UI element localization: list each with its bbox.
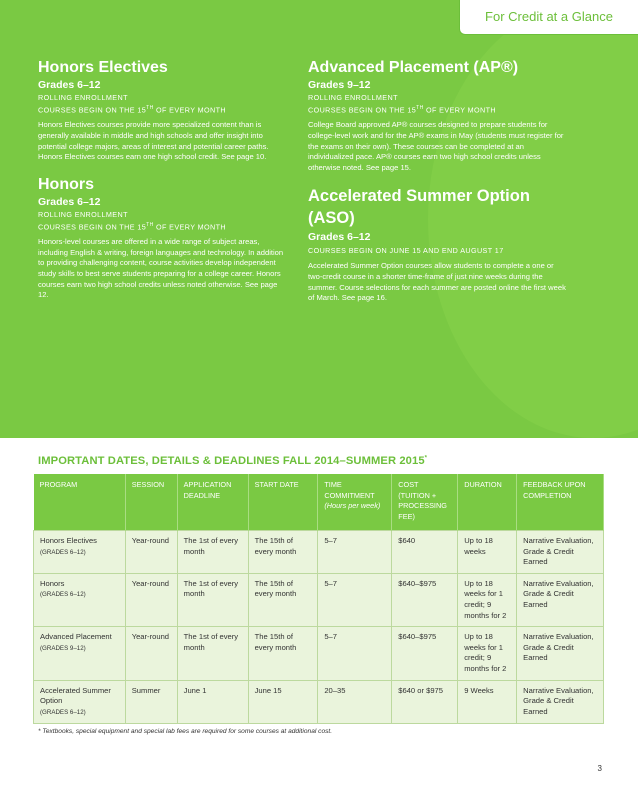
section-grades: Grades 9–12: [308, 79, 371, 91]
cell-feedback: Narrative Evaluation, Grade & Credit Earned: [517, 627, 604, 680]
cell-time: 5–7: [318, 627, 392, 680]
right-column: [308, 58, 570, 316]
table-row: [34, 627, 604, 680]
cell-time: 20–35: [318, 680, 392, 724]
cell-start: The 15th of every month: [248, 531, 318, 574]
section-title: Honors Electives: [38, 59, 168, 76]
section-description: Accelerated Summer Option courses allow students to complete a one or two-credit course in a shorter time-frame of just nine weeks during the summer. Course selections for each summer are posted online the first week of March. See page 16.: [308, 261, 566, 303]
section-description: Honors Electives courses provide more specialized content than is generally available in middle and high schools and offer insight into potential college majors, areas of interest and potential career paths. Honors Electives courses earn one high school credit. See page 10.: [38, 120, 269, 162]
cell-duration: 9 Weeks: [458, 680, 517, 724]
table-row: [34, 531, 604, 574]
header-feedback: FEEDBACK UPON COMPLETION: [517, 474, 604, 531]
cell-time: 5–7: [318, 531, 392, 574]
cell-program: Advanced Placement (GRADES 9–12): [34, 627, 126, 680]
cell-program: Accelerated Summer Option (GRADES 6–12): [34, 680, 126, 724]
section-title: Accelerated Summer Option (ASO): [308, 187, 530, 228]
section-enrollment: ROLLING ENROLLMENT: [38, 93, 128, 102]
section-description: College Board approved AP® courses designed to prepare students for college-level work and for the AP® exams in May (students must register for the exams on their own). These courses can be completed at an individualized pace. AP® courses earn two high school credits unless otherwise noted. See page 15.: [308, 120, 564, 172]
cell-feedback: Narrative Evaluation, Grade & Credit Earned: [517, 680, 604, 724]
section-begins: COURSES BEGIN ON THE 15TH OF EVERY MONTH: [308, 105, 497, 115]
cell-program: Honors (GRADES 6–12): [34, 573, 126, 626]
section-honors: [38, 175, 288, 301]
section-advanced-placement: [308, 58, 570, 173]
cell-time: 5–7: [318, 573, 392, 626]
cell-cost: $640–$975: [392, 573, 458, 626]
cell-deadline: The 1st of every month: [177, 531, 248, 574]
cell-start: The 15th of every month: [248, 627, 318, 680]
header-duration: DURATION: [458, 474, 517, 531]
dates-title: IMPORTANT DATES, DETAILS & DEADLINES FALL 2014–SUMMER 2015*: [38, 455, 428, 467]
cell-start: The 15th of every month: [248, 573, 318, 626]
cell-feedback: Narrative Evaluation, Grade & Credit Earned: [517, 573, 604, 626]
page-number: 3: [597, 764, 602, 773]
cell-session: Year-round: [125, 573, 177, 626]
section-title: Honors: [38, 175, 94, 193]
header-cost: COST (TUITION + PROCESSING FEE): [392, 474, 458, 531]
footnote: * Textbooks, special equipment and special lab fees are required for some courses at additional cost.: [38, 728, 333, 735]
cell-duration: Up to 18 weeks for 1 credit; 9 months for 2: [458, 627, 517, 680]
section-accelerated-summer: [308, 185, 570, 303]
cell-session: Summer: [125, 680, 177, 724]
cell-session: Year-round: [125, 627, 177, 680]
section-enrollment: ROLLING ENROLLMENT: [38, 209, 128, 219]
cell-deadline: June 1: [177, 680, 248, 724]
section-enrollment: ROLLING ENROLLMENT: [308, 93, 398, 102]
section-tab: For Credit at a Glance: [459, 0, 638, 35]
cell-cost: $640 or $975: [392, 680, 458, 724]
section-grades: Grades 6–12: [308, 231, 371, 244]
section-begins: COURSES BEGIN ON THE 15TH OF EVERY MONTH: [38, 105, 227, 115]
section-title: Advanced Placement (AP®): [308, 59, 519, 76]
header-program: PROGRAM: [34, 474, 126, 531]
cell-session: Year-round: [125, 531, 177, 574]
cell-program: Honors Electives (GRADES 6–12): [34, 531, 126, 574]
table-header-row: [34, 474, 604, 531]
cell-duration: Up to 18 weeks: [458, 531, 517, 574]
table-row: [34, 573, 604, 626]
table-row: [34, 680, 604, 724]
cell-start: June 15: [248, 680, 318, 724]
cell-deadline: The 1st of every month: [177, 627, 248, 680]
left-column: [38, 58, 288, 313]
header-start-date: START DATE: [248, 474, 318, 531]
header-deadline: APPLICATION DEADLINE: [177, 474, 248, 531]
cell-duration: Up to 18 weeks for 1 credit; 9 months for 2: [458, 573, 517, 626]
section-begins: COURSES BEGIN ON THE 15TH OF EVERY MONTH: [38, 221, 227, 232]
cell-cost: $640: [392, 531, 458, 574]
header-session: SESSION: [125, 474, 177, 531]
cell-deadline: The 1st of every month: [177, 573, 248, 626]
cell-cost: $640–$975: [392, 627, 458, 680]
section-grades: Grades 6–12: [38, 195, 101, 208]
section-honors-electives: [38, 58, 288, 163]
dates-table: [33, 474, 604, 724]
cell-feedback: Narrative Evaluation, Grade & Credit Earned: [517, 531, 604, 574]
header-time-commitment: TIME COMMITMENT (Hours per week): [318, 474, 392, 531]
section-begins: COURSES BEGIN ON JUNE 15 AND END AUGUST 17: [308, 246, 504, 256]
section-grades: Grades 6–12: [38, 79, 101, 91]
section-description: Honors-level courses are offered in a wide range of subject areas, including English & writing, foreign languages and technology. In addition to providing challenging content, course activities develop independent study skills to best serve students preparing for a college career. Honors courses earn two high school credits unless noted otherwise. See page 12.: [38, 237, 284, 300]
